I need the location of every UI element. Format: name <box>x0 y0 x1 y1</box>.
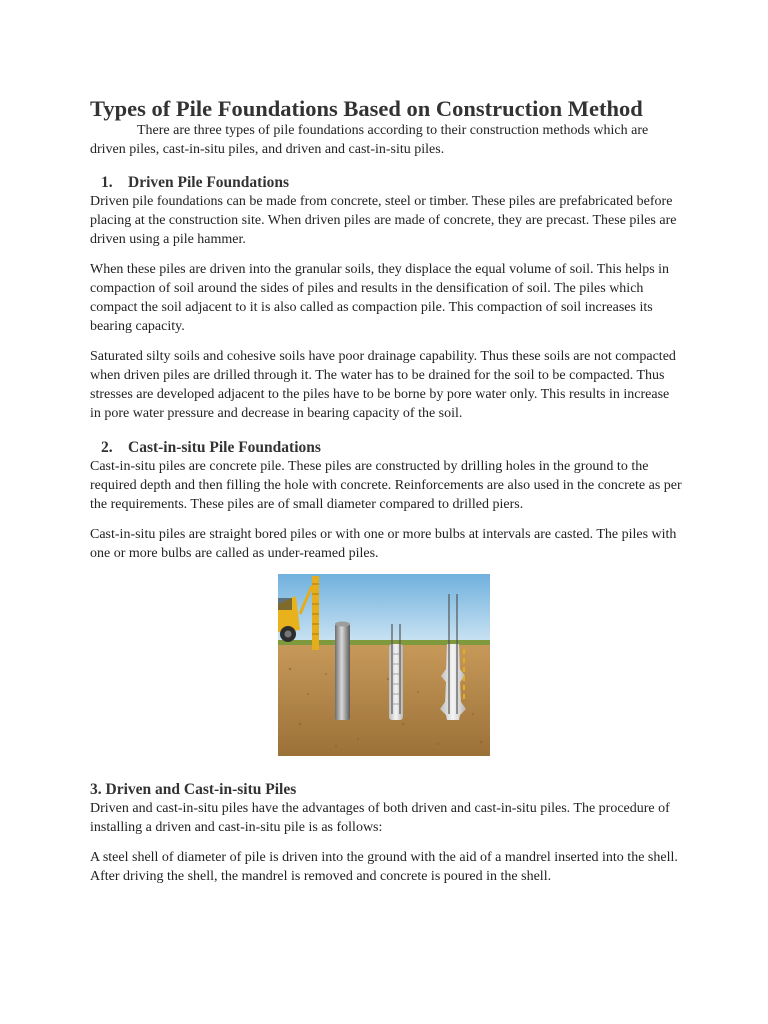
section-3-title: Driven and Cast-in-situ Piles <box>105 781 297 798</box>
section-2-number: 2. <box>101 439 113 456</box>
section-3-paragraph-1: Driven and cast-in-situ piles have the advantages of both driven and cast-in-situ piles. The procedure of installing a driven and cast-in-situ pile is as follows: <box>90 801 670 835</box>
section-2-paragraph-1: Cast-in-situ piles are concrete pile. These piles are constructed by drilling holes in the ground to the required depth and then filling the hole with concrete. Reinforcements are also used in the concrete as per the requirements. These piles are of small diameter compared to drilled piers. <box>90 459 682 512</box>
section-1-heading <box>101 174 289 192</box>
section-2-title: Cast-in-situ Pile Foundations <box>128 439 321 456</box>
section-3-number: 3. <box>90 781 102 798</box>
section-1-paragraph-1: Driven pile foundations can be made from concrete, steel or timber. These piles are prefabricated before placing at the construction site. When driven piles are made of concrete, they are precast. These piles are driven using a pile hammer. <box>90 194 677 247</box>
section-2-heading <box>101 439 321 457</box>
section-3-heading <box>90 781 296 799</box>
section-1-paragraph-3: Saturated silty soils and cohesive soils have poor drainage capability. Thus these soils are not compacted when driven piles are drilled through it. The water has to be drained for the soil to be compacted. Thus stresses are developed adjacent to the piles have to be borne by pore water only. This results in increase in pore water pressure and decrease in bearing capacity of the soil. <box>90 349 676 421</box>
section-1-number: 1. <box>101 174 113 191</box>
pile-types-illustration <box>278 574 490 756</box>
section-1-title: Driven Pile Foundations <box>128 174 290 191</box>
intro-paragraph: There are three types of pile foundations according to their construction methods which are driven piles, cast-in-situ piles, and driven and cast-in-situ piles. <box>90 123 649 157</box>
document-title: Types of Pile Foundations Based on Construction Method <box>90 96 643 121</box>
section-3-paragraph-2: A steel shell of diameter of pile is driven into the ground with the aid of a mandrel inserted into the shell. After driving the shell, the mandrel is removed and concrete is poured in the shell. <box>90 850 678 884</box>
section-1-paragraph-2: When these piles are driven into the granular soils, they displace the equal volume of soil. This helps in compaction of soil around the sides of piles and results in the densification of soil. The piles which compact the soil adjacent to it is also called as compaction pile. This compaction of soil increases its bearing capacity. <box>90 262 670 334</box>
section-2-paragraph-2: Cast-in-situ piles are straight bored piles or with one or more bulbs at intervals are casted. The piles with one or more bulbs are called as under-reamed piles. <box>90 527 677 561</box>
